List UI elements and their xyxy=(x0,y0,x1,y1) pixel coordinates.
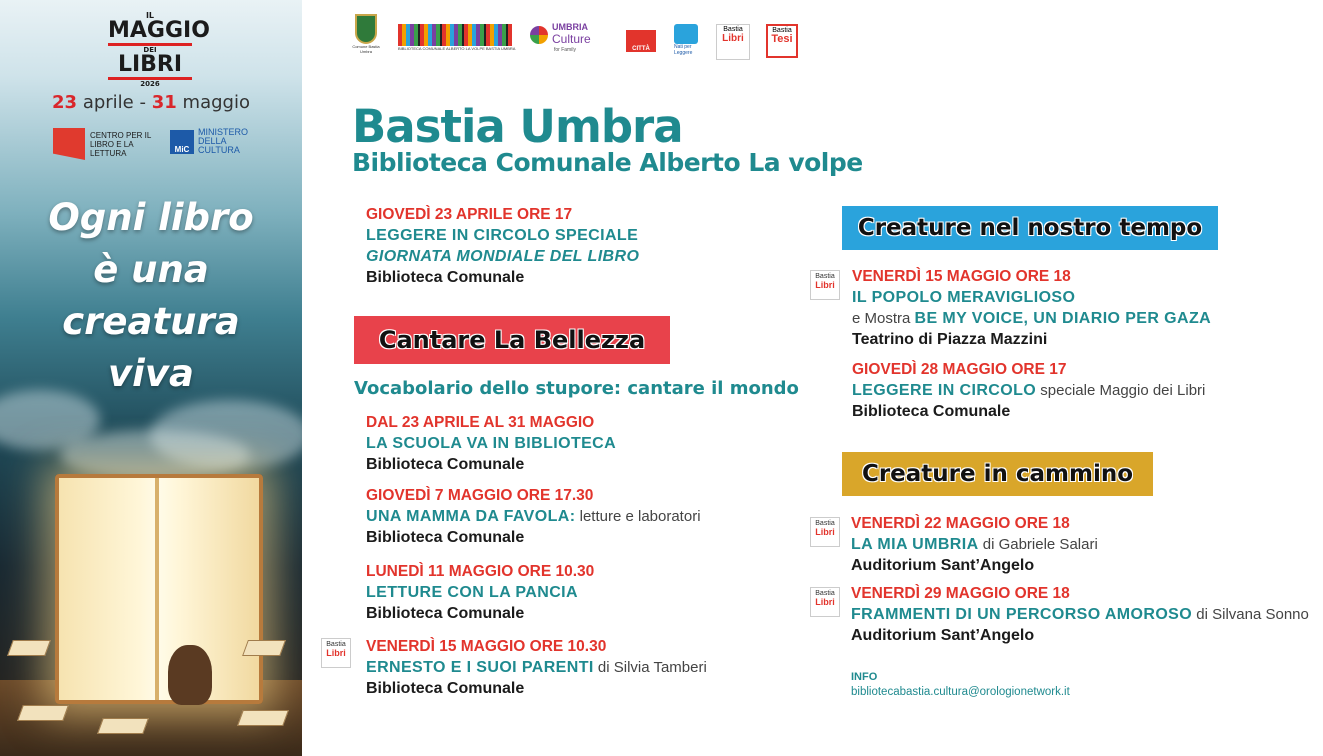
nati-icon xyxy=(674,24,698,44)
page-subtitle: Biblioteca Comunale Alberto La volpe xyxy=(352,148,863,177)
comune-logo: Comune Bastia Umbra xyxy=(350,14,382,54)
event-item xyxy=(366,561,594,624)
event-item xyxy=(852,266,1211,350)
event-title: LA SCUOLA VA IN BIBLIOTECA xyxy=(366,435,617,452)
small-book-illustration xyxy=(17,705,69,721)
event-date: DAL 23 APRILE AL 31 MAGGIO xyxy=(366,414,595,431)
logo-libri: LIBRI xyxy=(117,52,183,77)
child-illustration xyxy=(168,645,212,705)
bastia-libri-logo: Bastia Libri xyxy=(716,24,750,60)
event-extra: e Mostra xyxy=(852,310,915,327)
info-label: INFO xyxy=(851,671,878,683)
event-title: LA MIA UMBRIA xyxy=(851,536,979,553)
slogan-line: viva xyxy=(108,352,194,395)
logo-maggio: MAGGIO xyxy=(108,18,210,43)
bastia-libri-badge: Bastia Libri xyxy=(810,587,840,617)
event-title: LEGGERE IN CIRCOLO xyxy=(852,382,1037,399)
nati-per-leggere-logo: Nati per Leggere xyxy=(674,24,700,60)
event-extra: letture e laboratori xyxy=(575,508,701,525)
event-date: GIOVEDÌ 28 MAGGIO ORE 17 xyxy=(852,361,1067,378)
event-title: BE MY VOICE, UN DIARIO PER GAZA xyxy=(914,310,1212,327)
event-item xyxy=(366,412,616,475)
event-extra: di Silvana Sonno xyxy=(1192,606,1309,623)
event-place: Biblioteca Comunale xyxy=(852,403,1011,420)
logo-dei: DEI xyxy=(143,46,157,54)
event-date: VENERDÌ 29 MAGGIO ORE 18 xyxy=(851,585,1070,602)
slogan-line: è una xyxy=(93,248,209,291)
coat-of-arms-icon xyxy=(355,14,377,44)
small-book-illustration xyxy=(7,640,51,656)
page-title: Bastia Umbra xyxy=(352,100,683,153)
small-book-illustration xyxy=(242,640,286,656)
end-month: maggio xyxy=(182,92,250,113)
bastia-libri-badge: Bastia Libri xyxy=(810,517,840,547)
flower-icon xyxy=(530,26,548,44)
event-title: UNA MAMMA DA FAVOLA: xyxy=(366,508,576,525)
cepell-logo xyxy=(53,128,160,160)
event-item xyxy=(852,359,1205,422)
event-title: ERNESTO E I SUOI PARENTI xyxy=(366,659,594,676)
event-place: Teatrino di Piazza Mazzini xyxy=(852,331,1048,348)
event-title: IL POPOLO MERAVIGLIOSO xyxy=(852,289,1076,306)
event-place: Biblioteca Comunale xyxy=(366,456,525,473)
logo-il: IL xyxy=(145,11,155,20)
event-extra: di Silvia Tamberi xyxy=(593,659,707,676)
book-spines-icon xyxy=(398,24,512,46)
bastia-libri-badge: Bastia Libri xyxy=(321,638,351,668)
event-date: VENERDÌ 22 MAGGIO ORE 18 xyxy=(851,515,1070,532)
cepell-icon xyxy=(53,128,85,160)
biblioteca-logo: BIBLIOTECA COMUNALE ALBERTO LA VOLPE BASTIA UMBRA xyxy=(398,24,512,51)
event-extra: di Gabriele Salari xyxy=(978,536,1098,553)
end-day: 31 xyxy=(151,92,177,113)
event-date: VENERDÌ 15 MAGGIO ORE 10.30 xyxy=(366,638,607,655)
ministero-logo xyxy=(170,128,258,155)
date-separator: - xyxy=(139,92,146,113)
event-title: FRAMMENTI DI UN PERCORSO AMOROSO xyxy=(851,606,1193,623)
citta-logo: CITTÀ xyxy=(626,24,658,56)
poster-panel xyxy=(0,0,302,756)
info-email-link[interactable]: bibliotecabastia.cultura@orologionetwork.it xyxy=(851,686,1070,698)
event-title: LEGGERE IN CIRCOLO SPECIALE xyxy=(366,227,639,244)
event-title: LETTURE CON LA PANCIA xyxy=(366,584,578,601)
event-place: Auditorium Sant’Angelo xyxy=(851,627,1035,644)
event-extra: speciale Maggio dei Libri xyxy=(1036,382,1206,399)
start-month: aprile xyxy=(82,92,134,113)
event-date: GIOVEDÌ 7 MAGGIO ORE 17.30 xyxy=(366,487,594,504)
maggio-dei-libri-logo xyxy=(108,11,210,88)
event-title: GIORNATA MONDIALE DEL LIBRO xyxy=(366,248,640,265)
mic-text: MINISTERO DELLA CULTURA xyxy=(198,127,249,155)
section-subtitle: Vocabolario dello stupore: cantare il mondo xyxy=(354,378,799,399)
event-item xyxy=(851,513,1098,576)
mist-shape xyxy=(60,430,250,480)
bastia-libri-badge: Bastia Libri xyxy=(810,270,840,300)
slogan xyxy=(0,192,302,400)
event-date: GIOVEDÌ 23 APRILE ORE 17 xyxy=(366,206,573,223)
logo-year: 2026 xyxy=(140,80,160,88)
event-place: Biblioteca Comunale xyxy=(366,529,525,546)
event-item xyxy=(366,636,707,699)
section-banner-nostro-tempo: Creature nel nostro tempo xyxy=(842,206,1218,250)
cepell-text: CENTRO PER IL LIBRO E LA LETTURA xyxy=(90,130,152,158)
section-banner-in-cammino: Creature in cammino xyxy=(842,452,1153,496)
section-banner-cantare: Cantare La Bellezza xyxy=(354,316,670,364)
mic-icon: MiC xyxy=(170,130,194,154)
glowing-book-illustration xyxy=(55,474,263,704)
event-place: Biblioteca Comunale xyxy=(366,269,525,286)
event-item xyxy=(851,583,1309,646)
event-date: VENERDÌ 15 MAGGIO ORE 18 xyxy=(852,268,1071,285)
event-place: Biblioteca Comunale xyxy=(366,605,525,622)
event-item xyxy=(366,204,639,288)
start-day: 23 xyxy=(52,92,78,113)
event-place: Auditorium Sant’Angelo xyxy=(851,557,1035,574)
slogan-line: creatura xyxy=(62,300,240,343)
small-book-illustration xyxy=(97,718,149,734)
event-place: Biblioteca Comunale xyxy=(366,680,525,697)
festival-dates xyxy=(0,92,302,113)
event-date: LUNEDÌ 11 MAGGIO ORE 10.30 xyxy=(366,563,595,580)
slogan-line: Ogni libro xyxy=(48,196,254,239)
event-item xyxy=(366,485,701,548)
small-book-illustration xyxy=(237,710,289,726)
bastia-tesi-logo: Bastia Tesi xyxy=(766,24,798,58)
